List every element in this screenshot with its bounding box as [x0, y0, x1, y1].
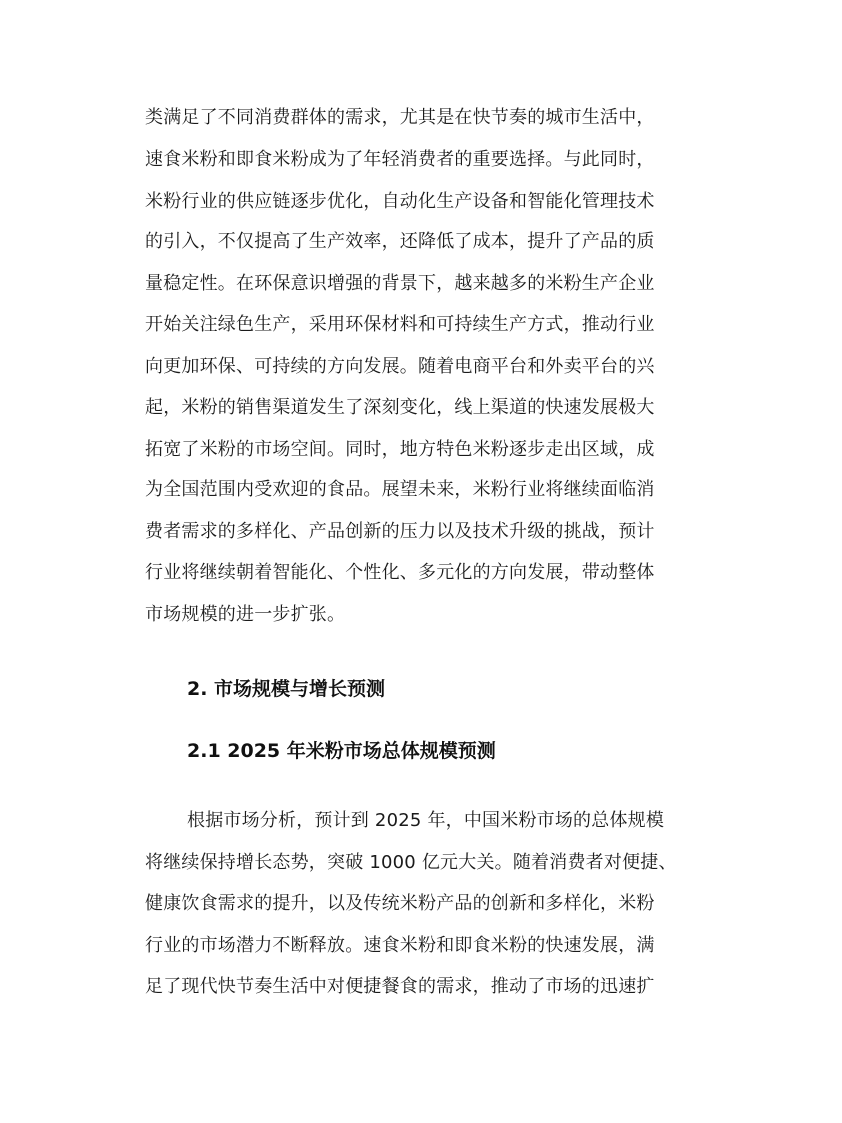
- paragraph-line: 向更加环保、可持续的方向发展。随着电商平台和外卖平台的兴: [145, 356, 655, 377]
- paragraph-line: 行业将继续朝着智能化、个性化、多元化的方向发展，带动整体: [145, 562, 655, 583]
- paragraph-line: 起，米粉的销售渠道发生了深刻变化，线上渠道的快速发展极大: [145, 397, 655, 418]
- paragraph-line: 根据市场分析，预计到 2025 年，中国米粉市场的总体规模: [187, 810, 665, 831]
- paragraph-line: 类满足了不同消费群体的需求，尤其是在快节奏的城市生活中，: [145, 107, 655, 128]
- section-heading: 2. 市场规模与增长预测: [187, 678, 386, 700]
- paragraph-line: 米粉行业的供应链逐步优化，自动化生产设备和智能化管理技术: [145, 191, 655, 212]
- subsection-heading: 2.1 2025 年米粉市场总体规模预测: [187, 740, 496, 762]
- paragraph-line: 拓宽了米粉的市场空间。同时，地方特色米粉逐步走出区域，成: [145, 439, 655, 460]
- paragraph-line: 开始关注绿色生产，采用环保材料和可持续生产方式，推动行业: [145, 314, 655, 335]
- paragraph-line: 市场规模的进一步扩张。: [145, 604, 346, 625]
- paragraph-line: 费者需求的多样化、产品创新的压力以及技术升级的挑战，预计: [145, 521, 655, 542]
- paragraph-line: 的引入，不仅提高了生产效率，还降低了成本，提升了产品的质: [145, 231, 655, 252]
- paragraph-line: 速食米粉和即食米粉成为了年轻消费者的重要选择。与此同时，: [145, 149, 655, 170]
- paragraph-line: 健康饮食需求的提升，以及传统米粉产品的创新和多样化，米粉: [145, 893, 655, 914]
- paragraph-line: 足了现代快节奏生活中对便捷餐食的需求，推动了市场的迅速扩: [145, 976, 655, 997]
- paragraph-line: 量稳定性。在环保意识增强的背景下，越来越多的米粉生产企业: [145, 273, 655, 294]
- paragraph-line: 将继续保持增长态势，突破 1000 亿元大关。随着消费者对便捷、: [145, 852, 677, 873]
- paragraph-line: 行业的市场潜力不断释放。速食米粉和即食米粉的快速发展，满: [145, 935, 655, 956]
- paragraph-line: 为全国范围内受欢迎的食品。展望未来，米粉行业将继续面临消: [145, 479, 655, 500]
